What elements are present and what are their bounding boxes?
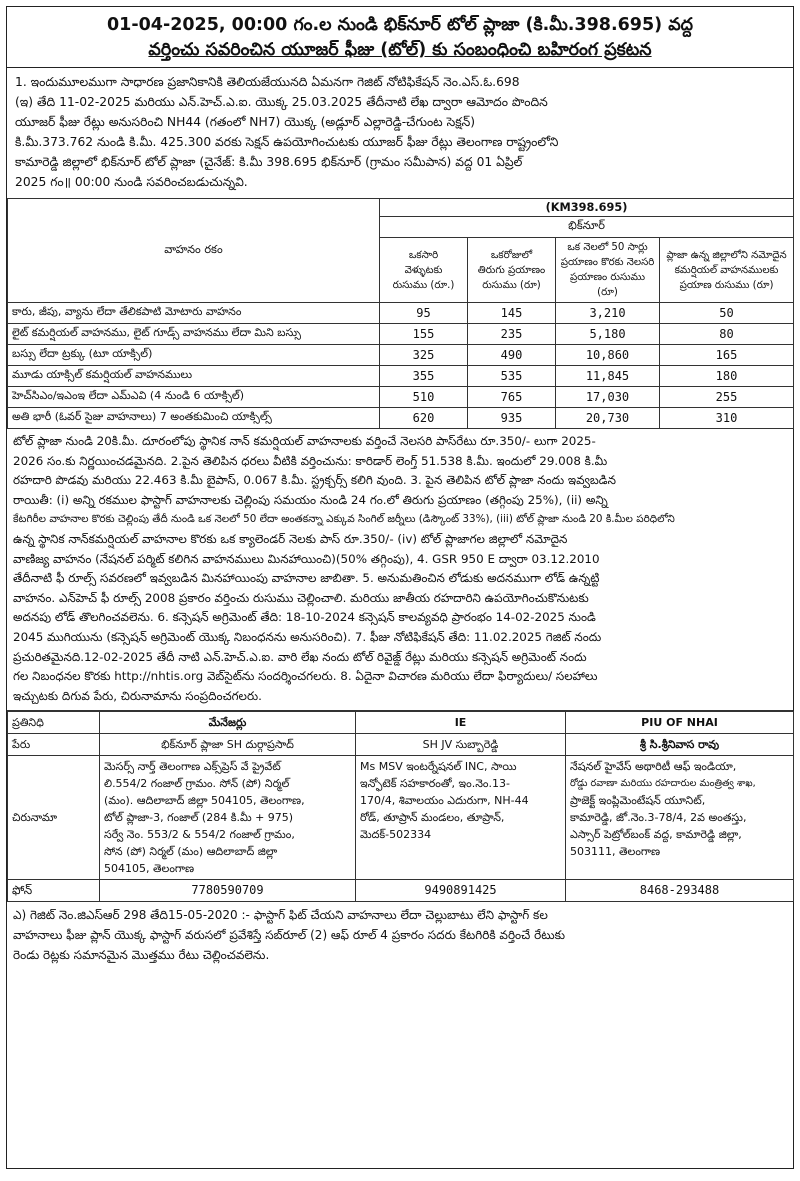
footer-line: ఎ) గెజిట్ నెం.జిఎస్ఆర్ 298 తేది15-05-2020 :- ఫాస్టాగ్ ఫిట్ చేయని వాహనాలు లేదా చెల్లుబాటు లేని ఫాస్టాగ్ కల [13, 908, 548, 923]
monthly-fee-cell: 17,030 [556, 387, 660, 408]
address-line: మెసర్స్ నార్త్ తెలంగాణ ఎక్స్‌ప్రెస్ వే ప్రైవేట్ [104, 760, 281, 774]
table-row [8, 324, 794, 345]
header-line: ప్రయాణం రుసుము (రూ) [570, 272, 645, 298]
public-notice [6, 6, 794, 1169]
header-line: ఒక నెలలో 50 సార్లు [567, 242, 648, 253]
address-line: రోడ్, తూప్రాన్ మండలం, తూప్రాన్, [360, 811, 505, 825]
monthly-fee-cell: 5,180 [556, 324, 660, 345]
name-label: పేరు [8, 734, 100, 756]
local-fee-cell: 80 [660, 324, 794, 345]
address-label: చిరునామా [8, 756, 100, 880]
address-line: రోడ్డు రవాణా మరియు రహదారుల మంత్రిత్వ శాఖ, [570, 778, 756, 790]
address-line: సోన (పో) నిర్మల్ (మం) ఆదిలాబాద్ జిల్లా [104, 845, 278, 859]
plaza-header: భిక్‌నూర్ [380, 217, 794, 238]
vehicle-cell: అతి భారీ (ఓవర్ సైజు వాహనాలు) 7 అంతకుమించి యాక్సిల్స్ [8, 408, 380, 429]
single-fee-cell: 355 [380, 366, 468, 387]
return-fee-cell: 765 [468, 387, 556, 408]
header-line: ప్రయాణ రుసుము (రూ) [679, 279, 774, 291]
table-row [8, 387, 794, 408]
single-fee-cell: 155 [380, 324, 468, 345]
intro-line: 1. ఇందుమూలముగా సాధారణ ప్రజానికానికి తెలియజేయునది ఏమనగా గెజిట్ నోటిఫికేషన్ నెం.ఎస్.ఓ.698 [15, 75, 520, 89]
address-line: కామారెడ్డి, జో.నెం.3-78/4, 2వ అంతస్తు, [570, 811, 747, 825]
intro-line: 2025 గం॥ 00:00 నుండి సవరించబడుచున్నవి. [15, 175, 248, 189]
notes-line: అదనపు లోడ్ తొలగించవలెను. 6. కన్సెషన్ అగ్రిమెంట్ తేది: 18-10-2024 కన్సెషన్ కాలవ్యవధి ప్రారంభం 14-02-2025 నుండి [13, 610, 596, 625]
piu-header: PIU OF NHAI [566, 712, 794, 734]
local-fee-cell: 165 [660, 345, 794, 366]
notice-title [7, 7, 793, 68]
notes-line: 2045 ముగియును (కన్సెషన్ అగ్రిమెంట్ యొక్క నిబంధనను అనుసరించి). 7. ఫీజు నోటిఫికేషన్ తేది: 11.02.2025 గెజిట్ నందు [13, 629, 602, 644]
ie-address [356, 756, 566, 880]
table-row [8, 366, 794, 387]
address-line: 503111, తెలంగాణ [570, 845, 661, 859]
return-fee-cell: 235 [468, 324, 556, 345]
return-fee-cell: 145 [468, 303, 556, 324]
managers-header: మేనేజర్లు [100, 712, 356, 734]
return-fee-cell: 935 [468, 408, 556, 429]
header-line: ఒకసారి [408, 249, 439, 261]
monthly-fee-cell: 3,210 [556, 303, 660, 324]
title-line-1: 01-04-2025, 00:00 గం.ల నుండి భిక్‌నూర్ టోల్ ప్లాజా (కి.మీ.398.695) వద్ద [106, 15, 694, 35]
local-fee-cell: 310 [660, 408, 794, 429]
piu-name: శ్రీ సి.శ్రీనివాస రావు [566, 734, 794, 756]
return-fee-cell: 535 [468, 366, 556, 387]
vehicle-cell: లైట్ కమర్షియల్ వాహనము, లైట్ గూడ్స్ వాహనము లేదా మిని బస్సు [8, 324, 380, 345]
vehicle-cell: కారు, జీపు, వ్యాను లేదా తేలికపాటి మోటారు వాహనం [8, 303, 380, 324]
notes-line: వాహనం. ఎన్‌హెచ్ ఫీ రూల్స్ 2008 ప్రకారం వర్తించు రుసుము చెల్లించాలి. మరియు జాతీయ రహదారిని ఉపయోగించుకొనుటకు [13, 590, 589, 605]
manager-address [100, 756, 356, 880]
single-fee-cell: 95 [380, 303, 468, 324]
notes-line: ఇచ్చుటకు దిగువ పేరు, చిరునామాను సంప్రదించగలరు. [13, 688, 262, 703]
footer-note [7, 902, 793, 968]
intro-line: కి.మీ.373.762 నుండి కి.మీ. 425.300 వరకు సెక్షన్ ఉపయోగించుటకు యూజర్ ఫీజు రేట్లు తెలంగాణ రాష్ట్రంలోని [15, 135, 559, 149]
monthly-fee-cell: 10,860 [556, 345, 660, 366]
header-line: రుసుము (రూ) [482, 279, 541, 291]
monthly-fee-cell: 11,845 [556, 366, 660, 387]
header-line: ప్లాజా ఉన్న జిల్లాలోని నమోదైన [666, 249, 787, 261]
monthly-fee-cell: 20,730 [556, 408, 660, 429]
single-fee-cell: 325 [380, 345, 468, 366]
piu-address [566, 756, 794, 880]
representative-label: ప్రతినిధి [8, 712, 100, 734]
notes-line: కేటగిరీల వాహనాల కొరకు చెల్లింపు తేదీ నుండి ఒక నెలలో 50 లేదా అంతకన్నా ఎక్కువ సింగిల్ జర్నీలు (డిస్కౌంట్ 33%), (iii) టోల్ ప్లాజా నుండి 20 కి.మీల పరిధిలోని [13, 513, 675, 526]
return-journey-header [468, 238, 556, 303]
notes-line: గల నిబంధనల కొరకు http://nhtis.org వెబ్‌సైట్‌ను సందర్శించగలరు. 8. ఏదైనా విచారణ మరియు లేదా ఫిర్యాదులు/ సలహాలు [13, 669, 598, 684]
address-line: లి.554/2 గంజాల్ గ్రామం. సోన్ (పో) నిర్మల్ [104, 777, 290, 791]
header-line: కమర్షియల్ వాహనములకు [674, 264, 779, 276]
footer-line: రెండు రెట్లకు సమానమైన మొత్తము రేటు చెల్లించవలెను. [13, 948, 270, 963]
notes-paragraph [7, 429, 793, 711]
footer-line: వాహనాలు ఫీజు ప్లాన్ యొక్క ఫాస్టాగ్ వరుసలో ప్రవేశిస్తే సబ్‌రూల్ (2) ఆఫ్ రూల్ 4 ప్రకారం సదరు కేటగిరికి వర్తించే రేటుకు [13, 928, 566, 943]
single-fee-cell: 620 [380, 408, 468, 429]
monthly-pass-header [556, 238, 660, 303]
local-fee-cell: 50 [660, 303, 794, 324]
ie-header: IE [356, 712, 566, 734]
notes-line: తేదీనాటి ఫీ రూల్స్ సవరణలో ఇవ్వబడిన మినహాయింపు వాహనాల జాబితా. 5. అనుమతించిన లోడుకు అదనముగా లోడ్ ఉన్నట్టి [13, 571, 600, 586]
address-line: 170/4, శివాలయం ఎదురుగా, NH-44 [360, 794, 529, 808]
address-line: ఎస్సార్ పెట్రోల్‌బంక్ వద్ద, కామారెడ్డి జిల్లా, [570, 828, 742, 842]
km-header: (KM398.695) [380, 199, 794, 217]
table-row [8, 303, 794, 324]
address-line: టోల్ ప్లాజా-3, గంజాల్ (284 కి.మీ + 975) [104, 811, 294, 825]
address-line: Ms MSV ఇంటర్నేషనల్ INC, సాయి [360, 760, 517, 774]
intro-line: కామారెడ్డి జిల్లాలో భిక్‌నూర్ టోల్ ప్లాజా (చైనేజ్: కి.మీ 398.695 భిక్‌నూర్ (గ్రామం సమీపాన) వద్ద 01 ఏప్రిల్ [15, 155, 523, 169]
phone-label: ఫోన్ [8, 880, 100, 902]
ie-phone: 9490891425 [356, 880, 566, 902]
manager-name: భిక్‌నూర్ ప్లాజా SH దుర్గాప్రసాద్ [100, 734, 356, 756]
vehicle-cell: మూడు యాక్సిల్ కమర్షియల్ వాహనములు [8, 366, 380, 387]
address-line: మెదక్-502334 [360, 828, 432, 842]
intro-paragraph [7, 68, 793, 198]
table-row [8, 345, 794, 366]
local-fee-cell: 255 [660, 387, 794, 408]
piu-phone: 8468-293488 [566, 880, 794, 902]
intro-line: (ఇ) తేది 11-02-2025 మరియు ఎన్.హెచ్.ఎ.ఐ. యొక్క 25.03.2025 తేదీనాటి లేఖ ద్వారా ఆమోదం పొందిన [15, 95, 548, 109]
vehicle-cell: బస్సు లేదా ట్రక్కు (టూ యాక్సిల్) [8, 345, 380, 366]
address-line: ప్రాజెక్ట్ ఇంప్లిమెంటేషన్ యూనిట్, [570, 794, 706, 808]
single-journey-header [380, 238, 468, 303]
notes-line: ప్రచురితమైనది.12-02-2025 తేదీ నాటి ఎన్.హెచ్.ఎ.ఐ. వారి లేఖ నందు టోల్ రివైజ్డ్ రేట్లు మరియు కన్సెషన్ అగ్రిమెంట్ నందు [13, 649, 587, 664]
header-line: రుసుము (రూ.) [392, 279, 455, 291]
local-commercial-header [660, 238, 794, 303]
header-line: వెళ్ళుటకు [404, 264, 443, 276]
header-line: తిరుగు ప్రయాణం [477, 264, 546, 276]
manager-phone: 7780590709 [100, 880, 356, 902]
notes-line: ఉన్న స్థానిక నాన్‌కమర్షియల్ వాహనాల కొరకు ఒక క్యాలెండర్ నెలకు పాస్ రూ.350/- (iv) టోల్ ప్లాజాగల జిల్లాలో నమోదైన [13, 531, 568, 546]
address-line: ఇన్ఫోటెక్ సహకారంతో, ఇం.నెం.13- [360, 777, 510, 791]
return-fee-cell: 490 [468, 345, 556, 366]
intro-line: యూజర్ ఫీజు రేట్లు అనుసరించి NH44 (గతంలో NH7) యొక్క (అడ్లూర్ ఎల్లారెడ్డి-చేగుంట సెక్షన్) [15, 115, 476, 129]
address-line: 504105, తెలంగాణ [104, 862, 195, 876]
table-row [8, 408, 794, 429]
local-fee-cell: 180 [660, 366, 794, 387]
address-line: (మం). ఆదిలాబాద్ జిల్లా 504105, తెలంగాణ, [104, 794, 305, 808]
notes-line: 2026 సం.కు నిర్ణయించడమైనది. 2.పైన తెలిపిన ధరలు వీటికి వర్తించును: కారిడార్ లెంగ్త్ 51.538 కి.మీ. ఇందులో 29.008 కి.మీ [13, 453, 608, 468]
vehicle-cell: హెచ్‌సిఎం/ఇఎంఇ లేదా ఎమ్ఎవి (4 నుండి 6 యాక్సిల్) [8, 387, 380, 408]
address-line: నేషనల్ హైవేస్ అథారిటీ ఆఫ్ ఇండియా, [570, 760, 737, 774]
title-line-2: వర్తించు సవరించిన యూజర్ ఫీజు (టోల్) కు సంబంధించి బహిరంగ ప్రకటన [148, 40, 652, 60]
contact-table [7, 711, 794, 902]
vehicle-type-header: వాహనం రకం [8, 199, 380, 303]
fee-table [7, 198, 794, 429]
header-line: ఒకరోజులో [490, 249, 533, 261]
notes-line: వాణిజ్య వాహనం (నేషనల్ పర్మిట్ కలిగిన వాహనములు మినహాయించి)(50% తగ్గింపు), 4. GSR 950 E ద్వారా 03.12.2010 [13, 551, 600, 566]
notes-line: రహదారి పొడవు మరియు 22.463 కి.మీ బైపాస్, 0.067 కి.మీ. స్ట్రక్చర్స్ కలిగి వుంది. 3. పైన తెలిపిన టోల్ ప్లాజా నందు ఇవ్వబడిన [13, 473, 616, 488]
header-line: ప్రయాణం కొరకు నెలసరి [560, 257, 655, 268]
ie-name: SH JV సుబ్బారెడ్డి [356, 734, 566, 756]
notes-line: రాయితీ: (i) అన్ని రకముల ఫాస్టాగ్ వాహనాలకు చెల్లింపు సమయం నుండి 24 గం.లో తిరుగు ప్రయాణం (తగ్గింపు 25%), (ii) అన్ని [13, 492, 608, 507]
single-fee-cell: 510 [380, 387, 468, 408]
notes-line: టోల్ ప్లాజా నుండి 20కి.మీ. దూరంలోపు స్థానిక నాన్ కమర్షియల్ వాహనాలకు వర్తించే నెలసరి పాస్‌రేటు రూ.350/- లుగా 2025- [13, 434, 596, 448]
address-line: సర్వే నెం. 553/2 & 554/2 గంజాల్ గ్రామం, [104, 828, 295, 842]
